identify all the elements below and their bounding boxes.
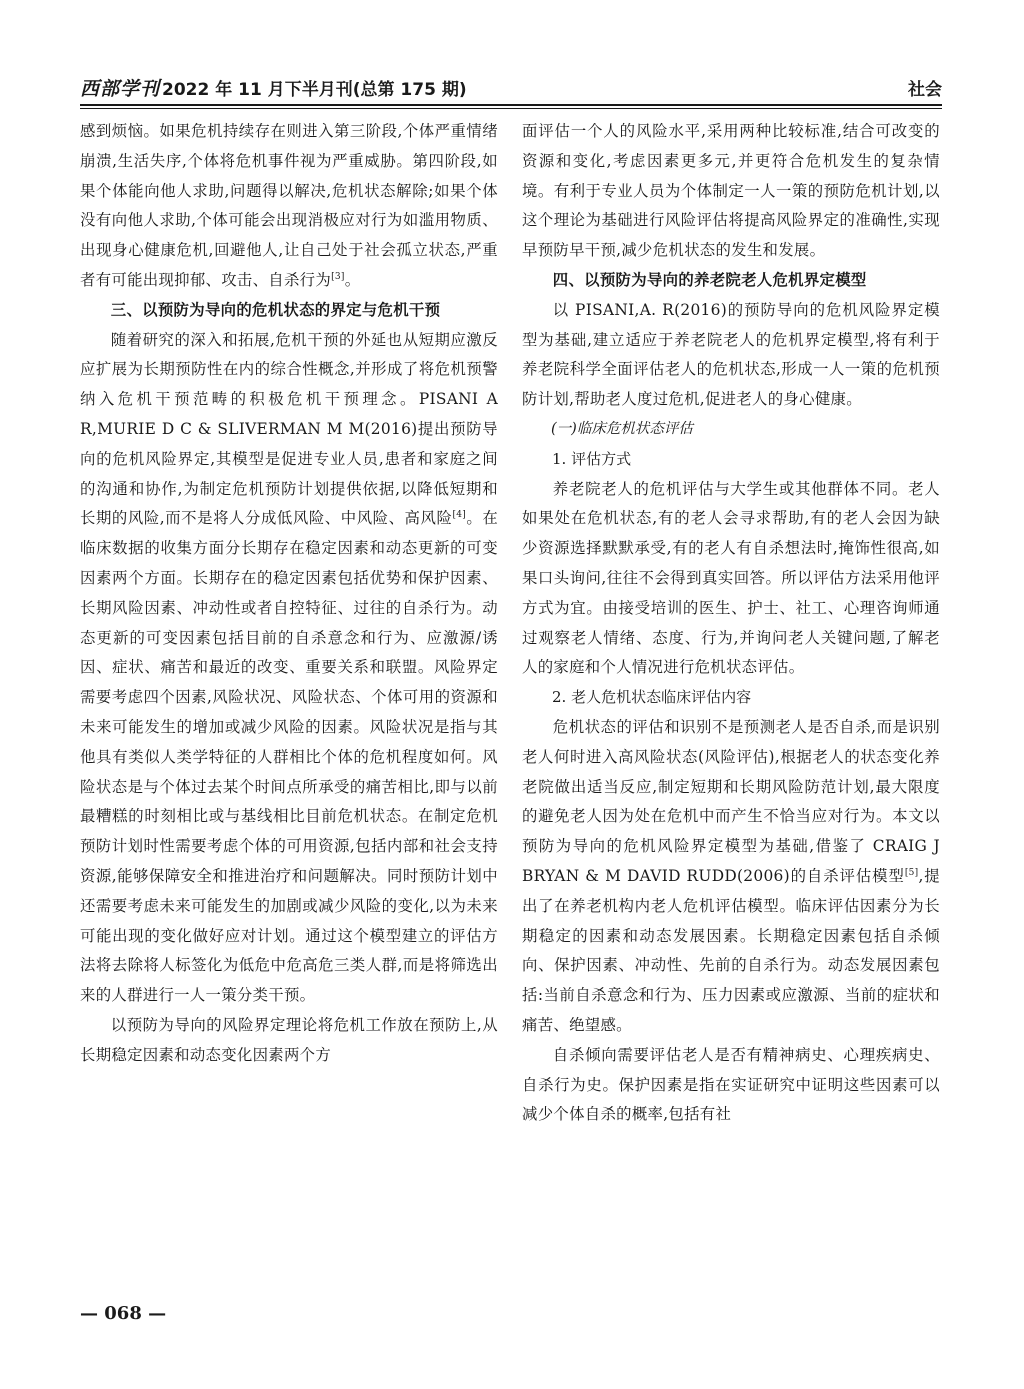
paragraph: 感到烦恼。如果危机持续存在则进入第三阶段,个体严重情绪崩溃,生活失序,个体将危机事件视为严重威胁。第四阶段,如果个体能向他人求助,问题得以解决,危机状态解除;如果个体没有向他人求助,个体可能会出现消极应对行为如滥用物质、出现身心健康危机,回避他人,让自己处于社会孤立状态,严重者有可能出现抑郁、攻击、自杀行为[3]。 (80, 122, 498, 289)
subsubsection-heading: 2. 老人危机状态临床评估内容 (552, 688, 752, 707)
paragraph: 面评估一个人的风险水平,采用两种比较标准,结合可改变的资源和变化,考虑因素更多元,并更符合危机发生的复杂情境。有利于专业人员为个体制定一人一策的预防危机计划,以这个理论为基础进行风险评估将提高风险界定的准确性,实现早预防早干预,减少危机状态的发生和发展。 (522, 122, 940, 260)
paragraph: 以预防为导向的风险界定理论将危机工作放在预防上,从长期稳定因素和动态变化因素两个方 (80, 1015, 498, 1064)
left-column (80, 117, 498, 1071)
running-header (80, 70, 942, 104)
journal-logo: 西部学刊 (80, 77, 161, 100)
citation-ref: [4] (452, 510, 467, 521)
citation-ref: [3] (331, 271, 345, 282)
paragraph: 养老院老人的危机评估与大学生或其他群体不同。老人如果处在危机状态,有的老人会寻求帮助,有的老人会因为缺少资源选择默默承受,有的老人有自杀想法时,掩饰性很高,如果口头询问,往往不会得到真实回答。所以评估方法采用他评方式为宜。由接受培训的医生、护士、社工、心理咨询师通过观察老人情绪、态度、行为,并询问老人关键问题,了解老人的家庭和个人情况进行危机状态评估。 (522, 479, 940, 677)
paragraph: 以 PISANI,A. R(2016)的预防导向的危机风险界定模型为基础,建立适应于养老院老人的危机界定模型,将有利于养老院科学全面评估老人的危机状态,形成一人一策的危机预防计划,帮助老人度过危机,促进老人的身心健康。 (522, 300, 940, 409)
subsection-heading: (一)临床危机状态评估 (551, 420, 693, 437)
right-column (522, 117, 940, 1130)
header-rule-thin (80, 108, 942, 109)
page-number: — 068 — (80, 1303, 167, 1324)
paragraph: 危机状态的评估和识别不是预测老人是否自杀,而是识别老人何时进入高风险状态(风险评估),根据老人的状态变化养老院做出适当反应,制定短期和长期风险防范计划,最大限度的避免老人因为处在危机中而产生不恰当应对行为。本文以预防为导向的危机风险界定模型为基础,借鉴了 CRAIG J BRYAN & M DAVID RUDD(2006)的自杀评估模型[5],提出了在养老机构内老人危机评估模型。临床评估因素分为长期稳定的因素和动态发展因素。长期稳定因素包括自杀倾向、保护因素、冲动性、先前的自杀行为。动态发展因素包括:当前自杀意念和行为、压力因素或应激源、当前的症状和痛苦、绝望感。 (522, 717, 940, 1034)
section-tag: 社会 (908, 79, 942, 100)
subsubsection-heading: 1. 评估方式 (552, 449, 632, 468)
section-heading: 三、以预防为导向的危机状态的界定与危机干预 (110, 300, 441, 319)
header-left (80, 74, 467, 101)
paragraph: 自杀倾向需要评估老人是否有精神病史、心理疾病史、自杀行为史。保护因素是指在实证研究中证明这些因素可以减少个体自杀的概率,包括有社 (522, 1045, 940, 1124)
paragraph: 随着研究的深入和拓展,危机干预的外延也从短期应激反应扩展为长期预防性在内的综合性概念,并形成了将危机预警纳入危机干预范畴的积极危机干预理念。PISANI A R,MURIE D C & SLIVERMAN M M(2016)提出预防导向的危机风险界定,其模型是促进专业人员,患者和家庭之间的沟通和协作,为制定危机预防计划提供依据,以降低短期和长期的风险,而不是将人分成低风险、中风险、高风险[4]。在临床数据的收集方面分长期存在稳定因素和动态更新的可变因素两个方面。长期存在的稳定因素包括优势和保护因素、长期风险因素、冲动性或者自控特征、过往的自杀行为。动态更新的可变因素包括目前的自杀意念和行为、应激源/诱因、症状、痛苦和最近的改变、重要关系和联盟。风险界定需要考虑四个因素,风险状况、风险状态、个体可用的资源和未来可能发生的增加或减少风险的因素。风险状况是指与其他具有类似人类学特征的人群相比个体的危机程度如何。风险状态是与个体过去某个时间点所承受的痛苦相比,即与以前最糟糕的时刻相比或与基线相比目前危机状态。在制定危机预防计划时性需要考虑个体的可用资源,包括内部和社会支持资源,能够保障安全和推进治疗和问题解决。同时预防计划中还需要考虑未来可能发生的加剧或减少风险的变化,以为未来可能出现的变化做好应对计划。通过这个模型建立的评估方法将去除将人标签化为低危中危高危三类人群,而是将筛选出来的人群进行一人一策分类干预。 (80, 330, 499, 1005)
header-rule (80, 104, 942, 106)
issue-info: 2022 年 11 月下半月刊(总第 175 期) (162, 79, 467, 100)
section-heading: 四、以预防为导向的养老院老人危机界定模型 (552, 270, 867, 289)
citation-ref: [5] (904, 867, 919, 878)
